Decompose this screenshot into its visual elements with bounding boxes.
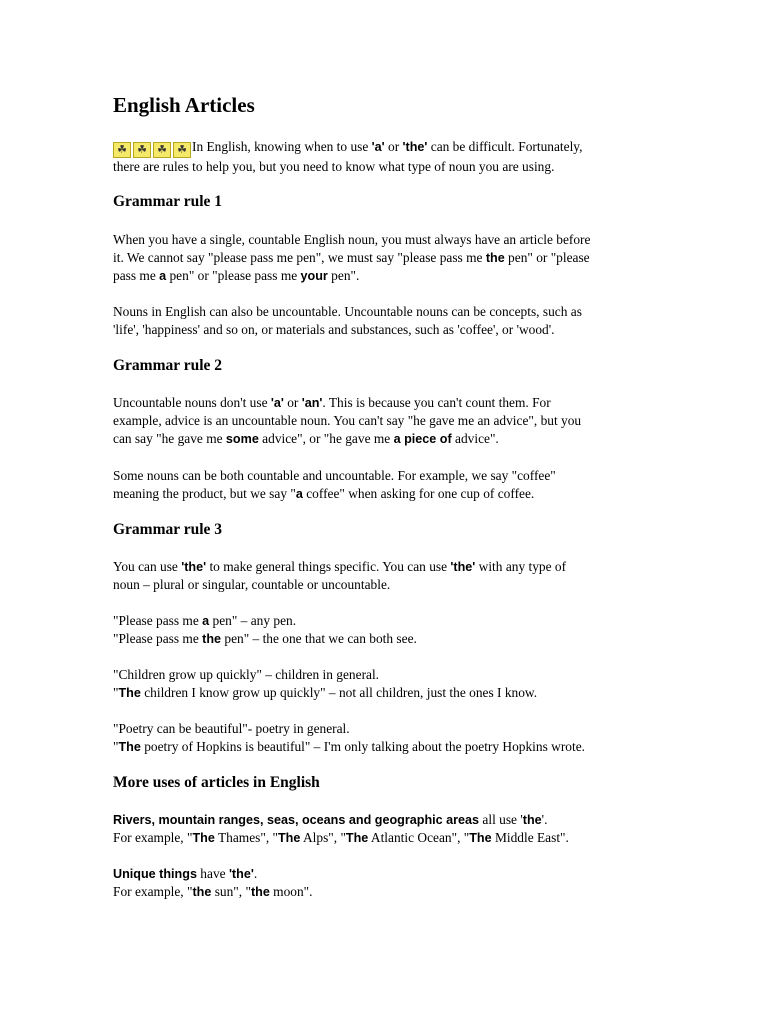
rule2-paragraph-1: Uncountable nouns don't use 'a' or 'an'. This is because you can't count them. For example, advice is an uncountable noun. You can't say "he gave me an advice", but you can say "he gave me some advice", or "he gave me a piece of advice". — [113, 395, 582, 446]
rule3-example-2: "Children grow up quickly" – children in general. "The children I know grow up quickly" – not all children, just the ones I know. — [113, 667, 538, 700]
more-uses-paragraph-1: Rivers, mountain ranges, seas, oceans and geographic areas all use 'the'. For example, "The Thames", "The Alps", "The Atlantic Ocean", "The Middle East". — [113, 812, 569, 845]
rule1-paragraph-1: When you have a single, countable English noun, you must always have an article before it. We cannot say "please pass me pen", we must say "please pass me the pen" or "please pass me a pen" or "please pass me your pen". — [113, 232, 591, 283]
rule3-example-3: "Poetry can be beautiful"- poetry in general. "The poetry of Hopkins is beautiful" – I'm only talking about the poetry Hopkins wrote. — [113, 721, 585, 754]
clover-icon: ☘ — [113, 142, 131, 158]
rule3-paragraph-1: You can use 'the' to make general things specific. You can use 'the' with any type of noun – plural or singular, countable or uncountable. — [113, 559, 567, 592]
decorative-icons — [113, 142, 191, 158]
rule1-paragraph-2: Nouns in English can also be uncountable. Uncountable nouns can be concepts, such as 'life', 'happiness' and so on, or materials and substances, such as 'coffee', or 'wood'. — [113, 304, 582, 337]
more-uses-heading: More uses of articles in English — [113, 774, 320, 791]
page-title: English Articles — [113, 93, 255, 117]
rule2-heading: Grammar rule 2 — [113, 357, 223, 374]
rule3-heading: Grammar rule 3 — [113, 521, 223, 538]
more-uses-paragraph-2: Unique things have 'the'. For example, "the sun", "the moon". — [113, 866, 313, 899]
clover-icon: ☘ — [173, 142, 191, 158]
intro-paragraph: ☘ ☘ ☘ ☘ In English, knowing when to use 'a' or 'the' can be difficult. Fortunately, there are rules to help you, but you need to know what type of noun you are using. — [113, 139, 583, 174]
rule2-paragraph-2: Some nouns can be both countable and uncountable. For example, we say "coffee" meaning the product, but we say "a coffee" when asking for one cup of coffee. — [113, 468, 556, 501]
clover-icon: ☘ — [133, 142, 151, 158]
rule3-example-1: "Please pass me a pen" – any pen. "Please pass me the pen" – the one that we can both see. — [113, 613, 417, 646]
rule1-heading: Grammar rule 1 — [113, 193, 223, 210]
clover-icon: ☘ — [153, 142, 171, 158]
